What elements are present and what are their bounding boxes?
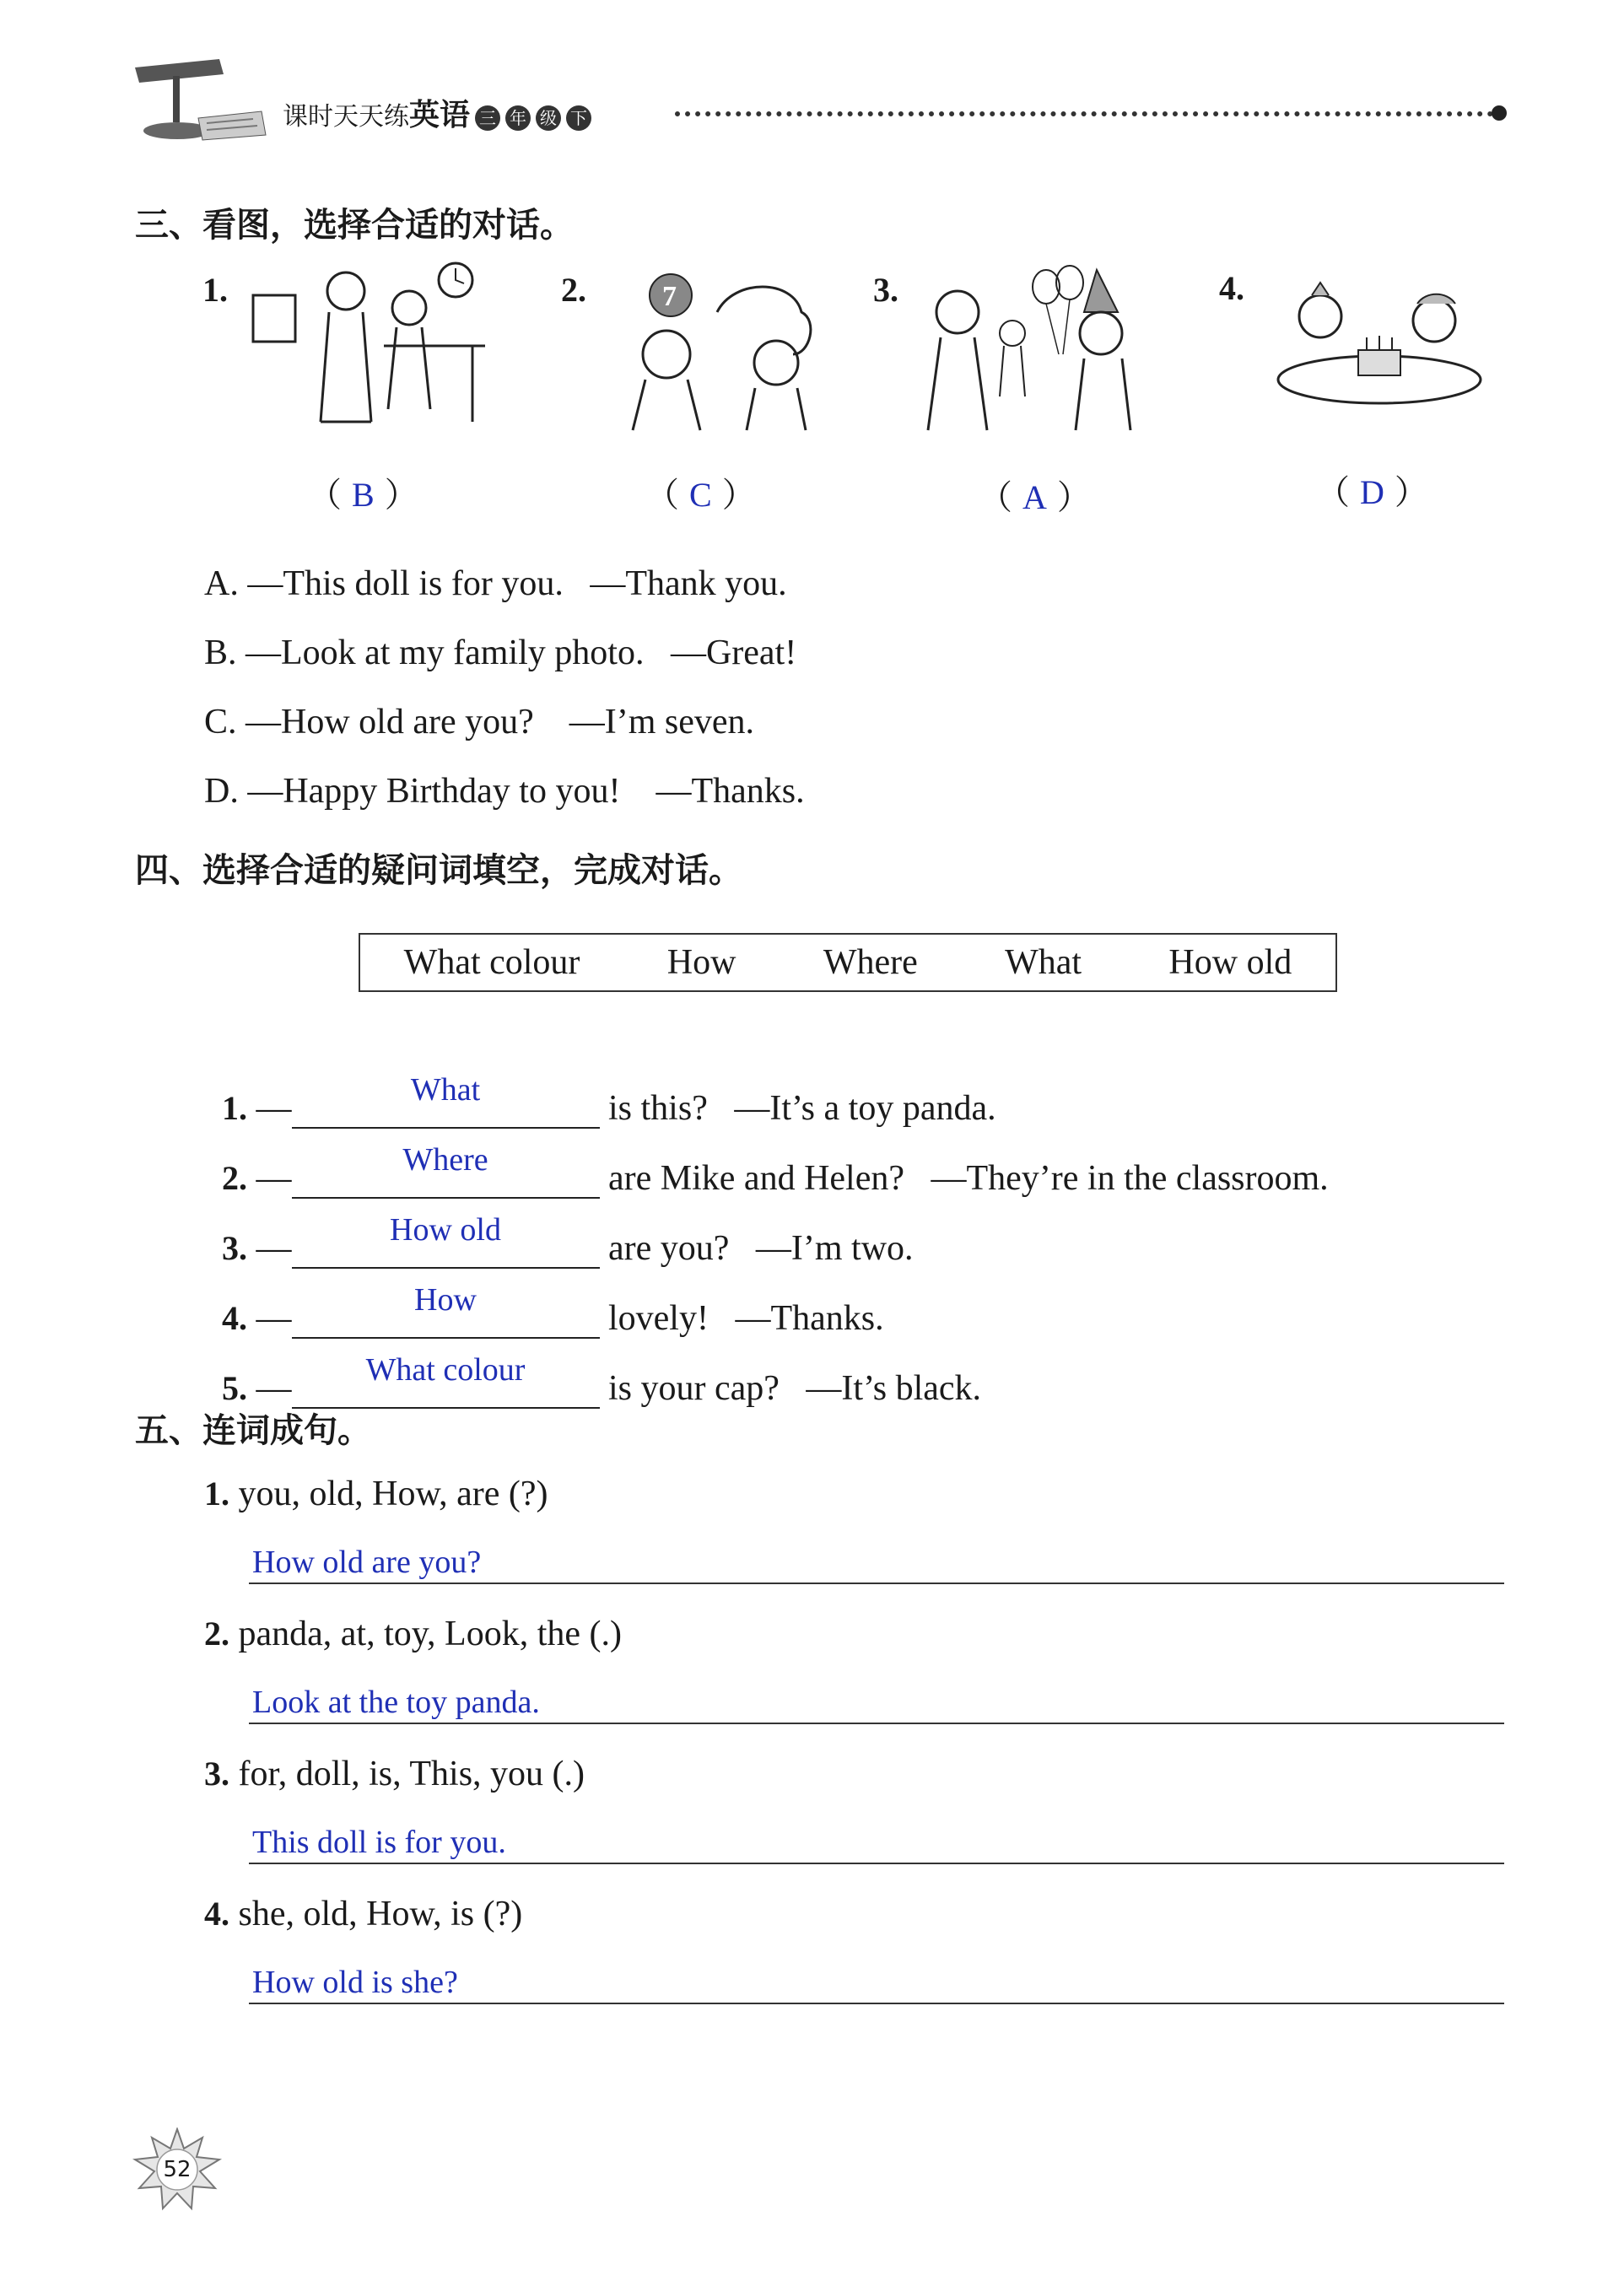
answer-value: How old is she? — [252, 1965, 458, 2000]
option-b: B. —Look at my family photo. —Great! — [204, 634, 797, 672]
option-d: D. —Happy Birthday to you! —Thanks. — [204, 772, 805, 811]
birthday-cake-illustration — [1274, 278, 1485, 413]
item-number: 2. — [561, 271, 586, 309]
answer-line[interactable] — [249, 1540, 1504, 1584]
doll-gift-illustration — [920, 262, 1164, 439]
answer-value: What colour — [365, 1352, 526, 1388]
header-title — [283, 91, 591, 134]
answer-value: Where — [402, 1142, 488, 1178]
grade-badge: 三 — [475, 105, 500, 131]
word-box-item: How old — [1168, 943, 1292, 982]
section4-title: 四、选择合适的疑问词填空，完成对话。 — [135, 851, 742, 890]
option-c: C. —How old are you? —I’m seven. — [204, 703, 755, 741]
item-number: 5. — [222, 1369, 247, 1407]
header — [127, 51, 1510, 152]
answer-value: B — [352, 476, 375, 514]
answer-paren: （ B ） — [308, 476, 418, 514]
answer-line[interactable] — [249, 1680, 1504, 1724]
fill-item: 1. — What is this? —It’s a toy panda. — [222, 1072, 996, 1128]
answer-value: How old — [390, 1212, 501, 1248]
fill-item: 5. — What colour is your cap? —It’s black. — [222, 1352, 982, 1408]
grade-badge: 年 — [505, 105, 531, 131]
item-number: 2. — [222, 1159, 247, 1197]
item-number: 1. — [204, 1475, 229, 1512]
word-box — [359, 933, 1337, 992]
item-number: 2. — [204, 1615, 229, 1653]
answer-value: What — [410, 1072, 481, 1108]
question-rest: is your cap? —It’s black. — [608, 1369, 982, 1408]
section5-title: 五、连词成句。 — [135, 1411, 371, 1450]
item-number: 3. — [873, 271, 898, 309]
question-rest: are Mike and Helen? —They’re in the classroom. — [608, 1159, 1329, 1198]
answer-value: How old are you? — [252, 1545, 482, 1580]
section3-title: 三、看图，选择合适的对话。 — [135, 206, 574, 245]
item-number: 4. — [204, 1895, 229, 1933]
answer-paren: （ D ） — [1316, 473, 1428, 511]
fill-blank[interactable] — [292, 1352, 600, 1409]
word-box-item: How — [666, 943, 736, 982]
answer-line[interactable] — [249, 1820, 1504, 1864]
question-rest: are you? —I’m two. — [608, 1229, 914, 1268]
scrambled-words: 2. panda, at, toy, Look, the (.) — [204, 1615, 622, 1653]
fill-item: 4. — How lovely! —Thanks. — [222, 1282, 884, 1338]
word-box-item: What colour — [403, 943, 580, 982]
answer-line[interactable] — [249, 1960, 1504, 2004]
question-rest: lovely! —Thanks. — [608, 1299, 884, 1338]
word-box-item: Where — [823, 943, 918, 982]
item-number: 4. — [1219, 269, 1244, 307]
option-a: A. —This doll is for you. —Thank you. — [204, 564, 787, 603]
fill-item: 2. — Where are Mike and Helen? —They’re in the classroom. — [222, 1142, 1329, 1198]
item-number: 1. — [222, 1089, 247, 1127]
grade-badge: 下 — [566, 105, 591, 131]
scrambled-words: 3. for, doll, is, This, you (.) — [204, 1755, 585, 1793]
answer-value: D — [1360, 473, 1384, 511]
answer-paren: （ C ） — [645, 476, 756, 514]
item-number: 3. — [204, 1755, 229, 1793]
scrambled-words: 4. she, old, How, is (?) — [204, 1895, 523, 1933]
question-rest: is this? —It’s a toy panda. — [608, 1089, 996, 1128]
answer-value: A — [1022, 478, 1047, 516]
family-photo-illustration — [249, 262, 494, 439]
age-badge-text: 7 — [662, 281, 677, 312]
fill-item: 3. — How old are you? —I’m two. — [222, 1212, 914, 1268]
series-name: 课时天天练 — [283, 102, 409, 132]
answer-value: Look at the toy panda. — [252, 1685, 540, 1720]
desk-lamp-icon — [127, 51, 270, 152]
header-dotted-rule — [675, 111, 1493, 116]
scrambled-words: 1. you, old, How, are (?) — [204, 1475, 548, 1513]
item-number: 4. — [222, 1299, 247, 1337]
subject-name: 英语 — [409, 98, 471, 132]
answer-paren: （ A ） — [979, 478, 1091, 516]
birthday-seven-illustration — [607, 262, 852, 439]
header-dot — [1492, 105, 1507, 121]
item-number: 1. — [202, 271, 228, 309]
page-number: 52 — [163, 2157, 192, 2182]
item-number: 3. — [222, 1229, 247, 1267]
grade-badge: 级 — [536, 105, 561, 131]
answer-value: This doll is for you. — [252, 1825, 506, 1860]
answer-value: C — [689, 476, 712, 514]
word-box-item: What — [1005, 943, 1082, 982]
page-number-badge — [131, 2127, 224, 2212]
answer-value: How — [414, 1282, 477, 1318]
